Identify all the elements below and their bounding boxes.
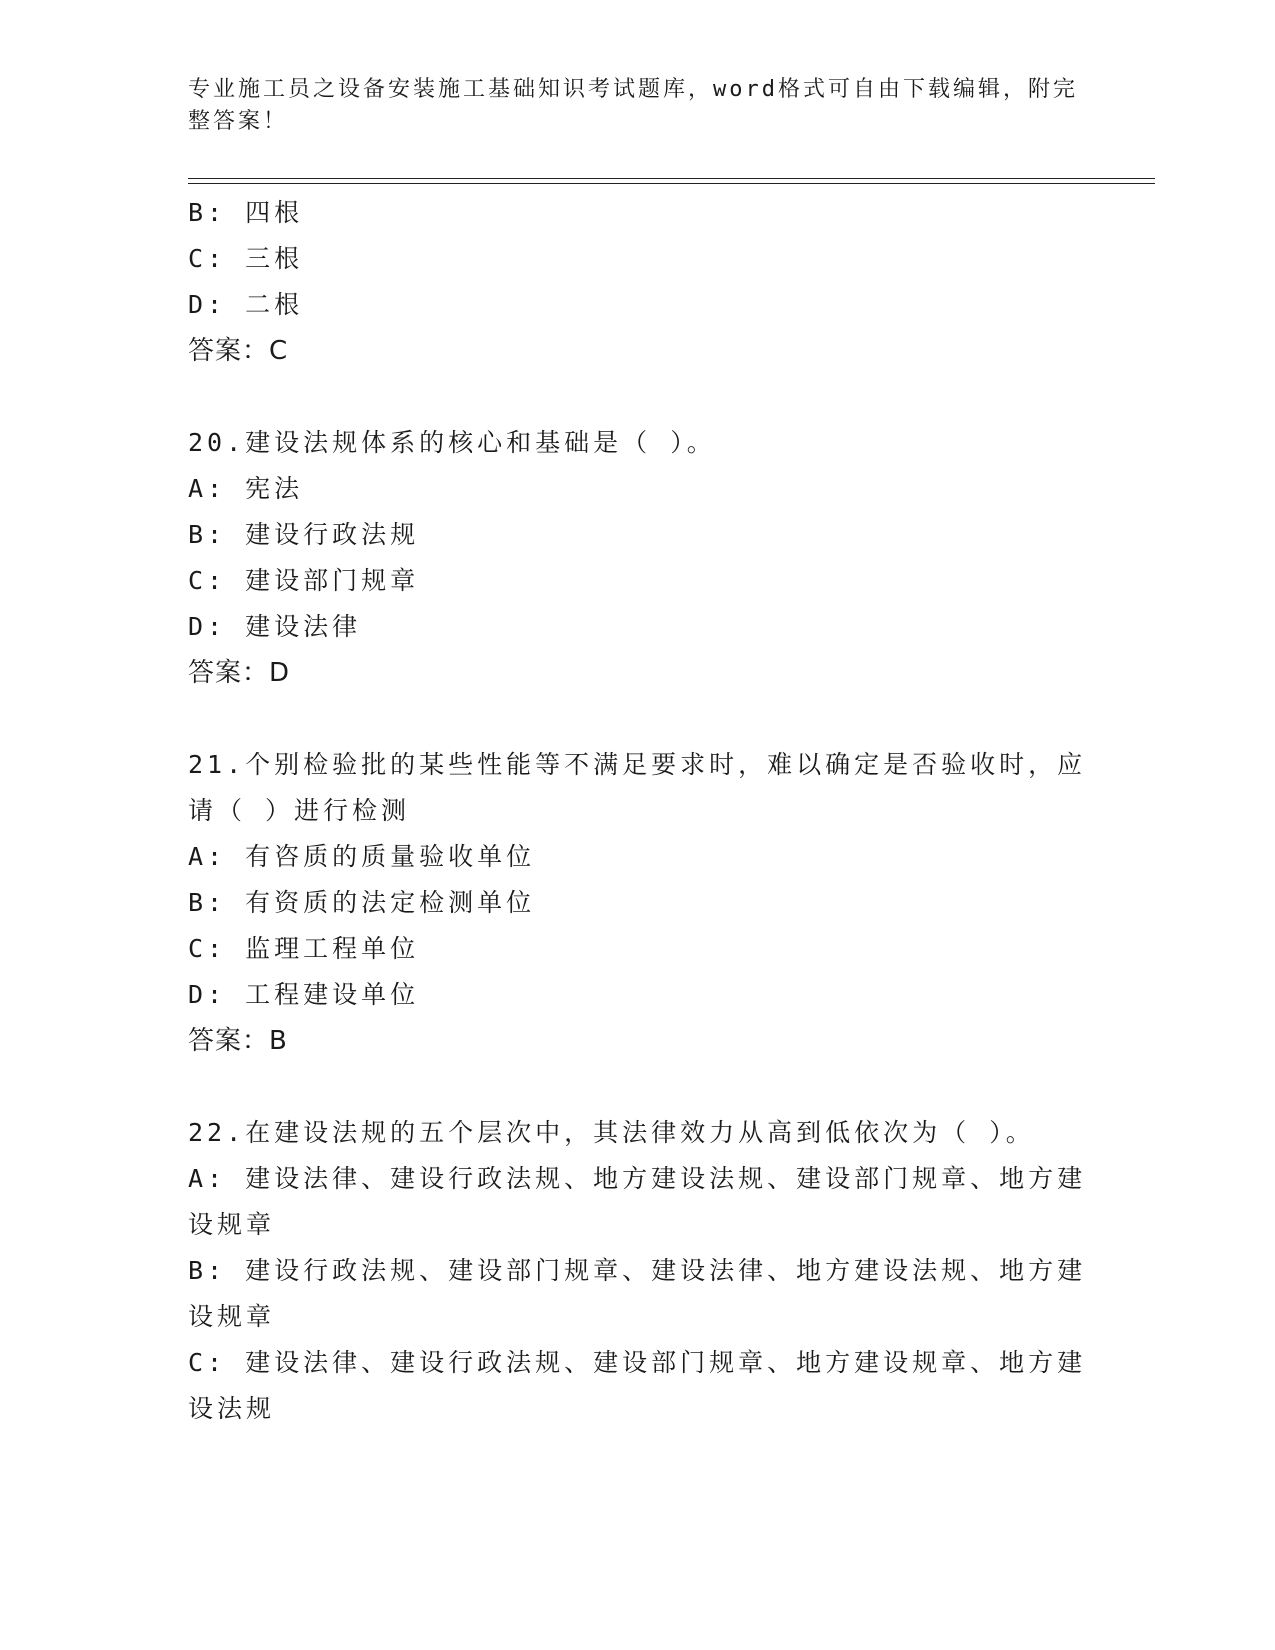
answer-label: 答案：D [188, 658, 291, 688]
question-title: 22.在建设法规的五个层次中，其法律效力从高到低依次为（ ）。 [188, 1118, 1035, 1147]
option-a-line-2: 设规章 [188, 1210, 276, 1239]
option-b-line-2: 设规章 [188, 1302, 276, 1331]
question-22 [188, 1110, 1088, 1432]
answer-label: 答案：C [188, 336, 289, 366]
previous-question-block [188, 190, 1088, 374]
option-b-line-1: B: 建设行政法规、建设部门规章、建设法律、地方建设法规、地方建 [188, 1256, 1087, 1285]
option-a: A: 宪法 [188, 474, 304, 503]
option-b: B: 建设行政法规 [188, 520, 420, 549]
question-title-line-1: 21.个别检验批的某些性能等不满足要求时，难以确定是否验收时，应 [188, 750, 1087, 779]
header-divider-bottom [188, 183, 1155, 184]
option-a: A: 有咨质的质量验收单位 [188, 842, 536, 871]
answer-label: 答案：B [188, 1026, 288, 1056]
option-b: B: 四根 [188, 198, 304, 227]
header-text: 专业施工员之设备安装施工基础知识考试题库，word格式可自由下载编辑，附完整答案！ [188, 77, 1078, 134]
question-20 [188, 420, 1088, 696]
option-b: B: 有资质的法定检测单位 [188, 888, 536, 917]
document-header [188, 74, 1088, 138]
header-divider-top [188, 178, 1155, 179]
option-c-line-2: 设法规 [188, 1394, 276, 1423]
option-d: D: 工程建设单位 [188, 980, 420, 1009]
question-21 [188, 742, 1088, 1064]
option-d: D: 建设法律 [188, 612, 362, 641]
question-list [188, 190, 1088, 1432]
option-c: C: 建设部门规章 [188, 566, 420, 595]
question-title: 20.建设法规体系的核心和基础是（ ）。 [188, 428, 716, 457]
option-c-line-1: C: 建设法律、建设行政法规、建设部门规章、地方建设规章、地方建 [188, 1348, 1087, 1377]
option-a-line-1: A: 建设法律、建设行政法规、地方建设法规、建设部门规章、地方建 [188, 1164, 1087, 1193]
question-title-line-2: 请（ ）进行检测 [188, 796, 411, 825]
option-c: C: 监理工程单位 [188, 934, 420, 963]
option-c: C: 三根 [188, 244, 304, 273]
option-d: D: 二根 [188, 290, 304, 319]
